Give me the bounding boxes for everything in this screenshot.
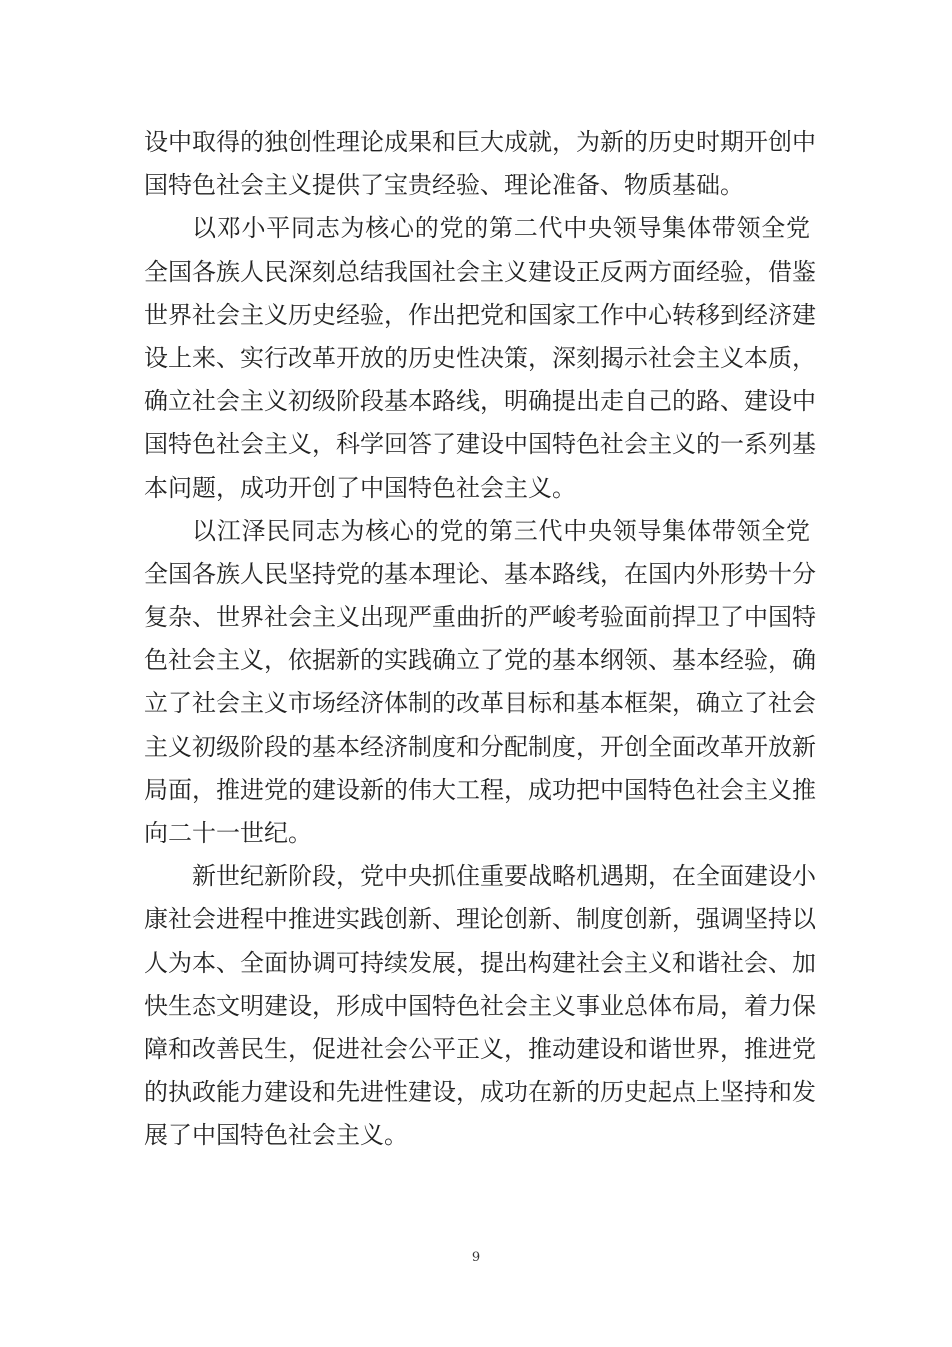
text-line: 确立社会主义初级阶段基本路线，明确提出走自己的路、建设中 xyxy=(144,387,816,416)
text-line: 国特色社会主义，科学回答了建设中国特色社会主义的一系列基 xyxy=(144,430,816,459)
text-line: 人为本、全面协调可持续发展，提出构建社会主义和谐社会、加 xyxy=(144,948,816,977)
paragraph xyxy=(144,855,816,1157)
text-line: 复杂、世界社会主义出现严重曲折的严峻考验面前捍卫了中国特 xyxy=(144,603,816,632)
text-line: 主义初级阶段的基本经济制度和分配制度，开创全面改革开放新 xyxy=(144,732,816,761)
text-line: 色社会主义，依据新的实践确立了党的基本纲领、基本经验，确 xyxy=(144,646,816,675)
text-line: 向二十一世纪。 xyxy=(144,819,312,847)
text-line: 的执政能力建设和先进性建设，成功在新的历史起点上坚持和发 xyxy=(144,1078,816,1107)
text-line: 全国各族人民深刻总结我国社会主义建设正反两方面经验，借鉴 xyxy=(144,257,816,286)
text-line: 局面，推进党的建设新的伟大工程，成功把中国特色社会主义推 xyxy=(144,775,816,804)
text-line: 以邓小平同志为核心的党的第二代中央领导集体带领全党 xyxy=(192,214,810,243)
text-line: 障和改善民生，促进社会公平正义，推动建设和谐世界，推进党 xyxy=(144,1034,816,1063)
paragraph xyxy=(144,207,816,509)
text-line: 全国各族人民坚持党的基本理论、基本路线，在国内外形势十分 xyxy=(144,559,816,588)
text-line: 快生态文明建设，形成中国特色社会主义事业总体布局，着力保 xyxy=(144,991,816,1020)
page-number: 9 xyxy=(471,1250,481,1265)
text-line: 本问题，成功开创了中国特色社会主义。 xyxy=(144,473,576,502)
paragraph xyxy=(144,510,816,856)
text-line: 设中取得的独创性理论成果和巨大成就，为新的历史时期开创中 xyxy=(144,128,816,156)
text-line: 展了中国特色社会主义。 xyxy=(144,1121,408,1150)
text-line: 设上来、实行改革开放的历史性决策，深刻揭示社会主义本质， xyxy=(144,343,816,372)
text-line: 新世纪新阶段，党中央抓住重要战略机遇期，在全面建设小 xyxy=(192,862,816,891)
text-line: 立了社会主义市场经济体制的改革目标和基本框架，确立了社会 xyxy=(144,689,816,718)
text-line: 国特色社会主义提供了宝贵经验、理论准备、物质基础。 xyxy=(144,171,744,200)
body-text xyxy=(144,121,816,1158)
text-line: 世界社会主义历史经验，作出把党和国家工作中心转移到经济建 xyxy=(144,300,816,329)
text-line: 以江泽民同志为核心的党的第三代中央领导集体带领全党 xyxy=(192,516,810,545)
paragraph xyxy=(144,121,816,207)
text-line: 康社会进程中推进实践创新、理论创新、制度创新，强调坚持以 xyxy=(144,905,816,934)
